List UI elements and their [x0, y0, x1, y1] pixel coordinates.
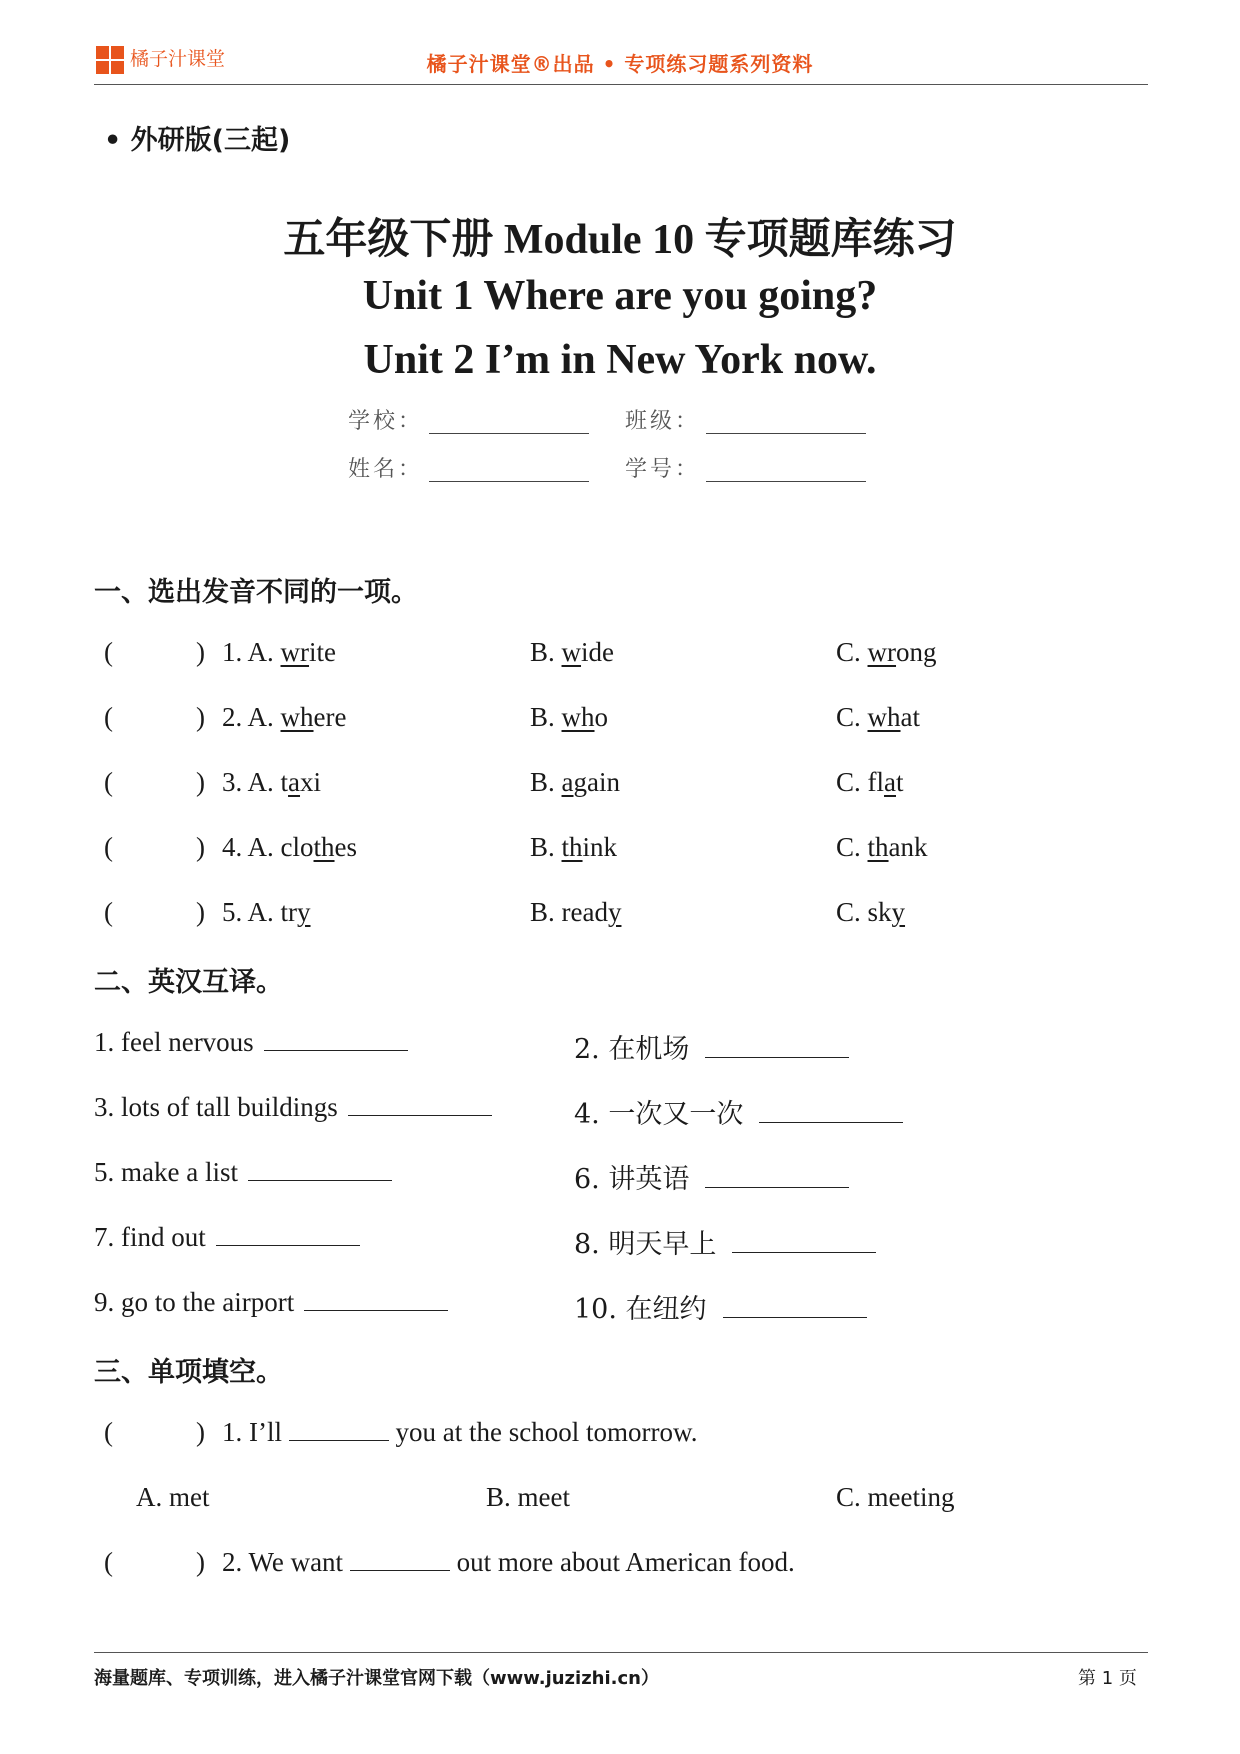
word-part: ide — [581, 637, 615, 667]
s3-q1-post: you at the school tomorrow. — [395, 1417, 698, 1447]
word-part: es — [334, 832, 358, 862]
section2-heading: 二、英汉互译。 — [94, 967, 283, 998]
option-a — [222, 897, 311, 928]
edition-label: • 外研版(三起) — [104, 125, 291, 156]
translation-item — [574, 1092, 903, 1131]
answer-paren-close: ) — [196, 832, 205, 862]
answer-paren-open: ( — [104, 702, 113, 732]
word-part: gain — [573, 767, 620, 797]
header-divider — [94, 84, 1148, 85]
word-part: t — [280, 767, 289, 797]
word-part: B. — [530, 637, 562, 667]
answer-paren-open: ( — [104, 767, 113, 797]
underlined-letters: w — [561, 637, 582, 667]
answer-blank[interactable] — [348, 1111, 492, 1116]
word-part: B. — [530, 832, 562, 862]
underlined-letters: th — [867, 832, 889, 862]
word-part: o — [594, 702, 609, 732]
translation-prompt: 7. find out — [94, 1222, 206, 1252]
answer-blank[interactable] — [759, 1118, 903, 1123]
translation-prompt: 6. 讲英语 — [574, 1164, 690, 1195]
translation-prompt: 4. 一次又一次 — [574, 1099, 744, 1130]
answer-paren-close: ) — [196, 637, 205, 667]
name-label: 姓名： — [347, 457, 423, 482]
word-part: 1. A. — [222, 637, 281, 667]
title-line3: Unit 2 I’m in New York now. — [363, 337, 877, 383]
answer-blank[interactable] — [264, 1046, 408, 1051]
s3-q1-option-a: A. met — [136, 1482, 210, 1512]
answer-blank[interactable] — [304, 1306, 448, 1311]
answer-paren-open: ( — [104, 897, 113, 927]
name-field[interactable] — [429, 459, 589, 482]
underlined-letters: th — [561, 832, 583, 862]
s3-q2-blank[interactable] — [350, 1566, 450, 1571]
answer-paren-close: ) — [196, 897, 205, 927]
translation-item — [94, 1157, 392, 1188]
option-c — [836, 832, 928, 863]
word-part: at — [900, 702, 921, 732]
s3-q1-pre: 1. I’ll — [222, 1417, 282, 1447]
option-b — [530, 897, 621, 928]
translation-item — [574, 1157, 849, 1196]
option-c — [836, 897, 905, 928]
option-a — [222, 702, 346, 733]
translation-prompt: 1. feel nervous — [94, 1027, 254, 1057]
id-field[interactable] — [706, 459, 866, 482]
word-part: 4. A. — [222, 832, 281, 862]
underlined-letters: wr — [867, 637, 897, 667]
underlined-letters: a — [288, 767, 301, 797]
translation-item — [94, 1092, 492, 1123]
s3-q2-paren-close: ) — [196, 1547, 205, 1577]
option-a — [222, 637, 336, 668]
id-label: 学号： — [625, 457, 701, 482]
underlined-letters: y — [607, 897, 622, 927]
translation-item — [574, 1287, 867, 1326]
s3-q1-blank[interactable] — [289, 1436, 389, 1441]
s3-q1-paren-close: ) — [196, 1417, 205, 1447]
translation-prompt: 3. lots of tall buildings — [94, 1092, 338, 1122]
word-part: ere — [313, 702, 347, 732]
translation-prompt: 2. 在机场 — [574, 1034, 690, 1065]
underlined-letters: wh — [867, 702, 901, 732]
underlined-letters: y — [297, 897, 311, 927]
s3-question-1 — [222, 1417, 697, 1448]
s3-q2-post: out more about American food. — [456, 1547, 795, 1577]
word-part: ong — [896, 637, 937, 667]
translation-prompt: 10. 在纽约 — [574, 1294, 707, 1325]
word-part: 3. A. — [222, 767, 281, 797]
answer-blank[interactable] — [732, 1248, 876, 1253]
underlined-letters: wr — [280, 637, 310, 667]
word-part: clo — [280, 832, 314, 862]
option-c — [836, 637, 937, 668]
s3-q1-paren-open: ( — [104, 1417, 113, 1447]
word-part: t — [896, 767, 904, 797]
answer-blank[interactable] — [216, 1241, 360, 1246]
word-part: xi — [300, 767, 322, 797]
word-part: C. fl — [836, 767, 885, 797]
underlined-letters: wh — [280, 702, 314, 732]
s3-q1-option-c: C. meeting — [836, 1482, 955, 1512]
translation-item — [574, 1027, 849, 1066]
school-label: 学校： — [347, 409, 423, 434]
option-c — [836, 767, 904, 798]
option-a — [222, 767, 321, 798]
logo-text: 橘子汁课堂 — [130, 48, 226, 70]
option-b — [530, 637, 614, 668]
s3-q1-option-b: B. meet — [486, 1482, 570, 1512]
info-row-2 — [0, 452, 1240, 483]
word-part: B. — [530, 702, 562, 732]
word-part: C. — [836, 637, 868, 667]
underlined-letters: a — [884, 767, 896, 797]
word-part: tr — [280, 897, 298, 927]
option-a — [222, 832, 357, 863]
underlined-letters: y — [891, 897, 906, 927]
section1-heading: 一、选出发音不同的一项。 — [94, 577, 418, 608]
translation-item — [94, 1222, 360, 1253]
translation-prompt: 5. make a list — [94, 1157, 238, 1187]
footer-text: 海量题库、专项训练，进入橘子汁课堂官网下载（www.juzizhi.cn） — [94, 1668, 659, 1689]
translation-item — [94, 1027, 408, 1058]
answer-paren-open: ( — [104, 832, 113, 862]
translation-item — [94, 1287, 448, 1318]
answer-blank[interactable] — [723, 1313, 867, 1318]
option-b — [530, 832, 617, 863]
answer-blank[interactable] — [705, 1053, 849, 1058]
word-part: ite — [309, 637, 337, 667]
translation-prompt: 8. 明天早上 — [574, 1229, 717, 1260]
word-part: ank — [888, 832, 928, 862]
word-part: ink — [582, 832, 618, 862]
translation-item — [574, 1222, 876, 1261]
answer-paren-close: ) — [196, 702, 205, 732]
s3-q2-paren-open: ( — [104, 1547, 113, 1577]
section3-heading: 三、单项填空。 — [94, 1357, 283, 1388]
info-row-1 — [0, 404, 1240, 435]
s3-question-2 — [222, 1547, 795, 1578]
answer-blank[interactable] — [705, 1183, 849, 1188]
underlined-letters: wh — [561, 702, 595, 732]
page-number: 第 1 页 — [1078, 1668, 1137, 1689]
word-part: 5. A. — [222, 897, 281, 927]
class-label: 班级： — [625, 409, 701, 434]
s3-q2-pre: 2. We want — [222, 1547, 344, 1577]
word-part: B. read — [530, 897, 608, 927]
title-line1: 五年级下册 Module 10 专项题库练习 — [283, 217, 957, 263]
answer-blank[interactable] — [248, 1176, 392, 1181]
answer-paren-open: ( — [104, 637, 113, 667]
word-part: 2. A. — [222, 702, 281, 732]
translation-prompt: 9. go to the airport — [94, 1287, 295, 1317]
class-field[interactable] — [706, 411, 866, 434]
answer-paren-close: ) — [196, 767, 205, 797]
header-title: 橘子汁课堂®出品 • 专项练习题系列资料 — [426, 52, 814, 76]
footer-divider — [94, 1652, 1148, 1653]
title-line2: Unit 1 Where are you going? — [362, 273, 878, 319]
edition-text: 外研版(三起) — [130, 125, 291, 156]
word-part: B. — [530, 767, 562, 797]
option-c — [836, 702, 920, 733]
option-b — [530, 767, 620, 798]
word-part: C. — [836, 702, 868, 732]
option-b — [530, 702, 608, 733]
school-field[interactable] — [429, 411, 589, 434]
underlined-letters: a — [561, 767, 574, 797]
word-part: C. sk — [836, 897, 892, 927]
word-part: C. — [836, 832, 868, 862]
underlined-letters: th — [313, 832, 335, 862]
